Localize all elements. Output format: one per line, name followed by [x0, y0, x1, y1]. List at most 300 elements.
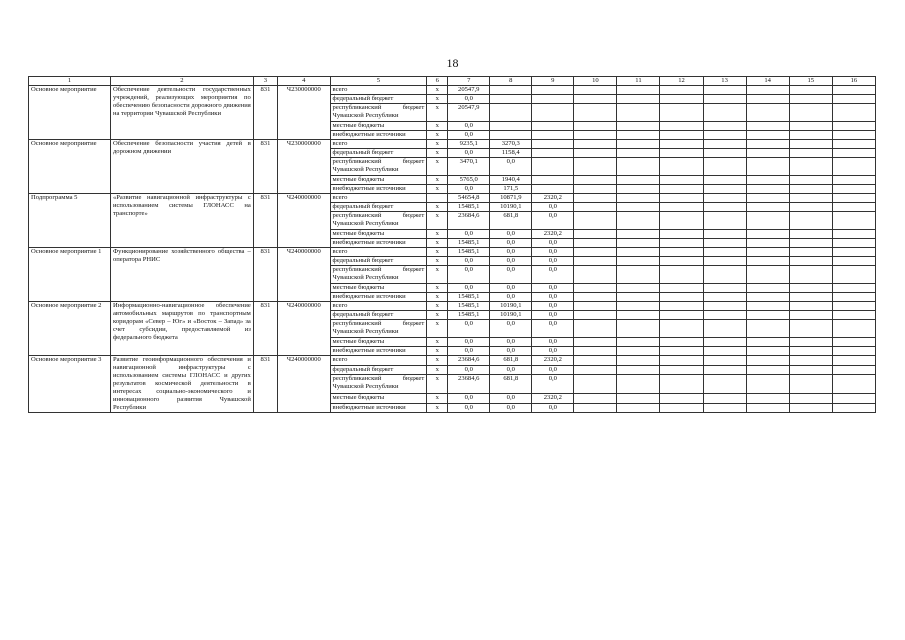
empty-cell [703, 176, 746, 185]
responsible-code-cell: 831 [253, 194, 277, 248]
empty-cell [703, 347, 746, 356]
funding-source-cell: федеральный бюджет [330, 311, 427, 320]
value-cell: 23684,6 [448, 375, 490, 394]
funding-source-cell: федеральный бюджет [330, 203, 427, 212]
empty-cell [617, 131, 660, 140]
empty-cell [832, 122, 875, 131]
empty-cell [617, 375, 660, 394]
funding-source-cell: всего [330, 248, 427, 257]
funding-source-cell: внебюджетные источники [330, 347, 427, 356]
empty-cell [617, 230, 660, 239]
funding-source-cell: местные бюджеты [330, 338, 427, 347]
x-mark-cell: х [427, 403, 448, 413]
value-cell [490, 86, 532, 95]
budget-code-cell: Ч240000000 [278, 356, 331, 413]
empty-cell [789, 311, 832, 320]
value-cell: 0,0 [532, 203, 574, 212]
empty-cell [832, 394, 875, 404]
empty-cell [746, 122, 789, 131]
empty-cell [703, 230, 746, 239]
empty-cell [574, 320, 617, 338]
header-cell: 7 [448, 77, 490, 86]
funding-source-cell: всего [330, 86, 427, 95]
empty-cell [789, 365, 832, 375]
empty-cell [660, 356, 703, 366]
empty-cell [746, 302, 789, 311]
empty-cell [574, 140, 617, 149]
empty-cell [832, 320, 875, 338]
empty-cell [574, 248, 617, 257]
empty-cell [574, 311, 617, 320]
responsible-code-cell: 831 [253, 356, 277, 413]
empty-cell [660, 394, 703, 404]
empty-cell [832, 293, 875, 302]
value-cell: 23684,6 [448, 212, 490, 230]
empty-cell [832, 403, 875, 413]
empty-cell [660, 176, 703, 185]
empty-cell [832, 140, 875, 149]
value-cell: 10190,1 [490, 302, 532, 311]
header-cell: 4 [278, 77, 331, 86]
empty-cell [703, 203, 746, 212]
empty-cell [832, 158, 875, 176]
x-mark-cell: х [427, 284, 448, 293]
empty-cell [832, 365, 875, 375]
empty-cell [832, 266, 875, 284]
empty-cell [617, 394, 660, 404]
header-row [29, 77, 876, 86]
empty-cell [703, 185, 746, 194]
empty-cell [703, 284, 746, 293]
funding-source-cell: республиканский бюджет Чувашской Республики [330, 266, 427, 284]
empty-cell [832, 338, 875, 347]
budget-code-cell: Ч230000000 [278, 140, 331, 194]
value-cell: 0,0 [448, 347, 490, 356]
value-cell: 0,0 [532, 248, 574, 257]
header-cell: 10 [574, 77, 617, 86]
responsible-code-cell: 831 [253, 302, 277, 356]
empty-cell [746, 320, 789, 338]
value-cell: 0,0 [532, 239, 574, 248]
program-name-cell: Основное мероприятие [29, 140, 111, 194]
empty-cell [660, 284, 703, 293]
empty-cell [789, 347, 832, 356]
x-mark-cell: х [427, 248, 448, 257]
empty-cell [703, 266, 746, 284]
value-cell: 15485,1 [448, 239, 490, 248]
empty-cell [660, 194, 703, 203]
value-cell [532, 176, 574, 185]
empty-cell [703, 239, 746, 248]
empty-cell [703, 365, 746, 375]
x-mark-cell: х [427, 239, 448, 248]
empty-cell [789, 176, 832, 185]
x-mark-cell: х [427, 302, 448, 311]
empty-cell [617, 239, 660, 248]
value-cell: 0,0 [448, 320, 490, 338]
empty-cell [746, 140, 789, 149]
value-cell: 0,0 [490, 284, 532, 293]
value-cell [532, 131, 574, 140]
empty-cell [832, 239, 875, 248]
empty-cell [832, 356, 875, 366]
value-cell: 0,0 [532, 293, 574, 302]
empty-cell [703, 293, 746, 302]
value-cell: 0,0 [490, 239, 532, 248]
funding-source-cell: всего [330, 356, 427, 366]
header-cell: 14 [746, 77, 789, 86]
empty-cell [660, 365, 703, 375]
empty-cell [617, 140, 660, 149]
program-description-cell: Развитие геоинформационного обеспечения и навигационной инфраструктуры с использованием системы ГЛОНАСС и других результатов космической деятельности в интересах социально-экономического и инновационного развития Чувашской Республики [110, 356, 253, 413]
empty-cell [789, 320, 832, 338]
value-cell: 0,0 [448, 230, 490, 239]
empty-cell [617, 311, 660, 320]
value-cell [490, 131, 532, 140]
value-cell: 0,0 [490, 320, 532, 338]
empty-cell [789, 338, 832, 347]
value-cell: 20547,9 [448, 86, 490, 95]
value-cell: 10190,1 [490, 311, 532, 320]
empty-cell [617, 338, 660, 347]
value-cell: 0,0 [490, 158, 532, 176]
empty-cell [660, 95, 703, 104]
empty-cell [660, 122, 703, 131]
program-name-cell: Основное мероприятие 3 [29, 356, 111, 413]
header-cell: 11 [617, 77, 660, 86]
empty-cell [789, 131, 832, 140]
empty-cell [832, 203, 875, 212]
value-cell: 3470,1 [448, 158, 490, 176]
value-cell [532, 86, 574, 95]
empty-cell [789, 375, 832, 394]
empty-cell [746, 293, 789, 302]
value-cell: 15485,1 [448, 302, 490, 311]
empty-cell [617, 194, 660, 203]
funding-source-cell: местные бюджеты [330, 394, 427, 404]
empty-cell [617, 149, 660, 158]
empty-cell [832, 257, 875, 266]
empty-cell [574, 149, 617, 158]
x-mark-cell: х [427, 365, 448, 375]
empty-cell [660, 140, 703, 149]
empty-cell [789, 248, 832, 257]
table-row [29, 140, 876, 149]
empty-cell [832, 104, 875, 122]
value-cell [532, 104, 574, 122]
empty-cell [660, 203, 703, 212]
empty-cell [574, 266, 617, 284]
value-cell: 0,0 [532, 266, 574, 284]
empty-cell [660, 257, 703, 266]
value-cell: 2320,2 [532, 356, 574, 366]
funding-source-cell: федеральный бюджет [330, 257, 427, 266]
value-cell: 10190,1 [490, 203, 532, 212]
empty-cell [660, 302, 703, 311]
empty-cell [660, 266, 703, 284]
empty-cell [660, 158, 703, 176]
empty-cell [703, 356, 746, 366]
funding-source-cell: местные бюджеты [330, 122, 427, 131]
empty-cell [703, 149, 746, 158]
empty-cell [789, 95, 832, 104]
empty-cell [832, 212, 875, 230]
empty-cell [789, 203, 832, 212]
value-cell [532, 185, 574, 194]
empty-cell [703, 375, 746, 394]
funding-source-cell: республиканский бюджет Чувашской Республики [330, 104, 427, 122]
value-cell: 0,0 [532, 311, 574, 320]
responsible-code-cell: 831 [253, 248, 277, 302]
empty-cell [574, 394, 617, 404]
funding-source-cell: местные бюджеты [330, 284, 427, 293]
empty-cell [574, 284, 617, 293]
value-cell: 0,0 [490, 403, 532, 413]
empty-cell [617, 95, 660, 104]
empty-cell [789, 104, 832, 122]
x-mark-cell: х [427, 347, 448, 356]
x-mark-cell: х [427, 158, 448, 176]
empty-cell [789, 356, 832, 366]
x-mark-cell: х [427, 95, 448, 104]
header-cell: 12 [660, 77, 703, 86]
empty-cell [789, 403, 832, 413]
empty-cell [660, 403, 703, 413]
header-cell: 6 [427, 77, 448, 86]
empty-cell [832, 95, 875, 104]
empty-cell [832, 284, 875, 293]
empty-cell [789, 230, 832, 239]
empty-cell [574, 230, 617, 239]
empty-cell [789, 212, 832, 230]
funding-source-cell: республиканский бюджет Чувашской Республики [330, 320, 427, 338]
value-cell: 0,0 [490, 347, 532, 356]
value-cell [532, 95, 574, 104]
value-cell: 15485,1 [448, 311, 490, 320]
x-mark-cell: х [427, 203, 448, 212]
value-cell: 0,0 [532, 302, 574, 311]
empty-cell [832, 375, 875, 394]
empty-cell [574, 86, 617, 95]
empty-cell [574, 122, 617, 131]
program-description-cell: «Развитие навигационной инфраструктуры с использованием системы ГЛОНАСС на транспорте» [110, 194, 253, 248]
value-cell: 15485,1 [448, 248, 490, 257]
empty-cell [703, 104, 746, 122]
empty-cell [617, 212, 660, 230]
empty-cell [746, 149, 789, 158]
empty-cell [574, 95, 617, 104]
empty-cell [703, 311, 746, 320]
value-cell: 0,0 [448, 266, 490, 284]
x-mark-cell: х [427, 266, 448, 284]
value-cell: 0,0 [490, 338, 532, 347]
x-mark-cell: х [427, 375, 448, 394]
empty-cell [746, 239, 789, 248]
empty-cell [789, 239, 832, 248]
empty-cell [746, 203, 789, 212]
empty-cell [789, 257, 832, 266]
value-cell: 15485,1 [448, 293, 490, 302]
value-cell: 1158,4 [490, 149, 532, 158]
empty-cell [789, 185, 832, 194]
budget-code-cell: Ч240000000 [278, 194, 331, 248]
empty-cell [832, 185, 875, 194]
empty-cell [617, 347, 660, 356]
empty-cell [617, 356, 660, 366]
value-cell [532, 158, 574, 176]
empty-cell [746, 104, 789, 122]
x-mark-cell: х [427, 131, 448, 140]
empty-cell [746, 95, 789, 104]
empty-cell [832, 311, 875, 320]
empty-cell [746, 257, 789, 266]
value-cell: 681,8 [490, 356, 532, 366]
table-row [29, 356, 876, 366]
value-cell: 10871,9 [490, 194, 532, 203]
empty-cell [746, 375, 789, 394]
empty-cell [660, 230, 703, 239]
value-cell: 0,0 [448, 338, 490, 347]
value-cell: 0,0 [532, 284, 574, 293]
value-cell: 0,0 [448, 131, 490, 140]
empty-cell [660, 375, 703, 394]
empty-cell [574, 293, 617, 302]
table-row [29, 86, 876, 95]
empty-cell [746, 158, 789, 176]
empty-cell [617, 266, 660, 284]
empty-cell [789, 194, 832, 203]
header-cell: 16 [832, 77, 875, 86]
responsible-code-cell: 831 [253, 86, 277, 140]
header-cell: 13 [703, 77, 746, 86]
empty-cell [703, 403, 746, 413]
empty-cell [746, 394, 789, 404]
funding-source-cell: местные бюджеты [330, 230, 427, 239]
funding-source-cell: местные бюджеты [330, 176, 427, 185]
empty-cell [832, 176, 875, 185]
value-cell: 681,8 [490, 212, 532, 230]
empty-cell [832, 149, 875, 158]
empty-cell [746, 131, 789, 140]
value-cell: 3270,3 [490, 140, 532, 149]
empty-cell [617, 248, 660, 257]
value-cell: 0,0 [532, 365, 574, 375]
empty-cell [703, 140, 746, 149]
value-cell: 0,0 [532, 257, 574, 266]
empty-cell [574, 104, 617, 122]
table-row [29, 248, 876, 257]
empty-cell [746, 176, 789, 185]
empty-cell [703, 302, 746, 311]
empty-cell [660, 104, 703, 122]
value-cell: 0,0 [490, 394, 532, 404]
value-cell: 9235,1 [448, 140, 490, 149]
empty-cell [703, 320, 746, 338]
empty-cell [746, 185, 789, 194]
empty-cell [617, 302, 660, 311]
empty-cell [789, 140, 832, 149]
empty-cell [746, 311, 789, 320]
empty-cell [789, 149, 832, 158]
funding-source-cell: внебюджетные источники [330, 239, 427, 248]
value-cell: 0,0 [448, 95, 490, 104]
funding-source-cell: всего [330, 140, 427, 149]
value-cell: 0,0 [532, 403, 574, 413]
value-cell: 0,0 [448, 365, 490, 375]
empty-cell [789, 394, 832, 404]
program-name-cell: Основное мероприятие 1 [29, 248, 111, 302]
header-cell: 2 [110, 77, 253, 86]
funding-source-cell: республиканский бюджет Чувашской Республики [330, 375, 427, 394]
empty-cell [703, 194, 746, 203]
program-description-cell: Обеспечение деятельности государственных учреждений, реализующих мероприятия по обеспечению безопасности дорожного движения на территории Чувашской Республики [110, 86, 253, 140]
x-mark-cell: х [427, 356, 448, 366]
table-row [29, 194, 876, 203]
x-mark-cell: х [427, 311, 448, 320]
empty-cell [789, 158, 832, 176]
empty-cell [789, 266, 832, 284]
empty-cell [660, 212, 703, 230]
x-mark-cell: х [427, 176, 448, 185]
value-cell: 0,0 [490, 257, 532, 266]
empty-cell [574, 338, 617, 347]
value-cell: 15485,1 [448, 203, 490, 212]
empty-cell [574, 356, 617, 366]
x-mark-cell: х [427, 140, 448, 149]
funding-source-cell: федеральный бюджет [330, 365, 427, 375]
value-cell [532, 149, 574, 158]
x-mark-cell: х [427, 394, 448, 404]
empty-cell [746, 356, 789, 366]
header-cell: 8 [490, 77, 532, 86]
program-name-cell: Подпрограмма 5 [29, 194, 111, 248]
funding-source-cell: внебюджетные источники [330, 131, 427, 140]
empty-cell [746, 212, 789, 230]
x-mark-cell [427, 194, 448, 203]
x-mark-cell: х [427, 185, 448, 194]
empty-cell [660, 311, 703, 320]
header-cell: 1 [29, 77, 111, 86]
program-description-cell: Информационно-навигационное обеспечение автомобильных маршрутов по транспортным коридорам «Север – Юг» и «Восток – Запад» за счет субсидии, предоставляемой из федерального бюджета [110, 302, 253, 356]
empty-cell [617, 158, 660, 176]
empty-cell [703, 86, 746, 95]
empty-cell [789, 86, 832, 95]
value-cell: 5765,0 [448, 176, 490, 185]
budget-code-cell: Ч240000000 [278, 302, 331, 356]
empty-cell [789, 122, 832, 131]
empty-cell [574, 131, 617, 140]
x-mark-cell: х [427, 104, 448, 122]
empty-cell [574, 203, 617, 212]
x-mark-cell: х [427, 212, 448, 230]
empty-cell [703, 212, 746, 230]
value-cell: 0,0 [448, 149, 490, 158]
empty-cell [703, 95, 746, 104]
budget-code-cell: Ч240000000 [278, 248, 331, 302]
empty-cell [789, 302, 832, 311]
table-row [29, 302, 876, 311]
x-mark-cell: х [427, 122, 448, 131]
value-cell: 23684,6 [448, 356, 490, 366]
x-mark-cell: х [427, 338, 448, 347]
empty-cell [574, 302, 617, 311]
header-cell: 5 [330, 77, 427, 86]
value-cell: 0,0 [490, 266, 532, 284]
empty-cell [574, 239, 617, 248]
value-cell: 1940,4 [490, 176, 532, 185]
value-cell: 0,0 [448, 394, 490, 404]
empty-cell [832, 194, 875, 203]
